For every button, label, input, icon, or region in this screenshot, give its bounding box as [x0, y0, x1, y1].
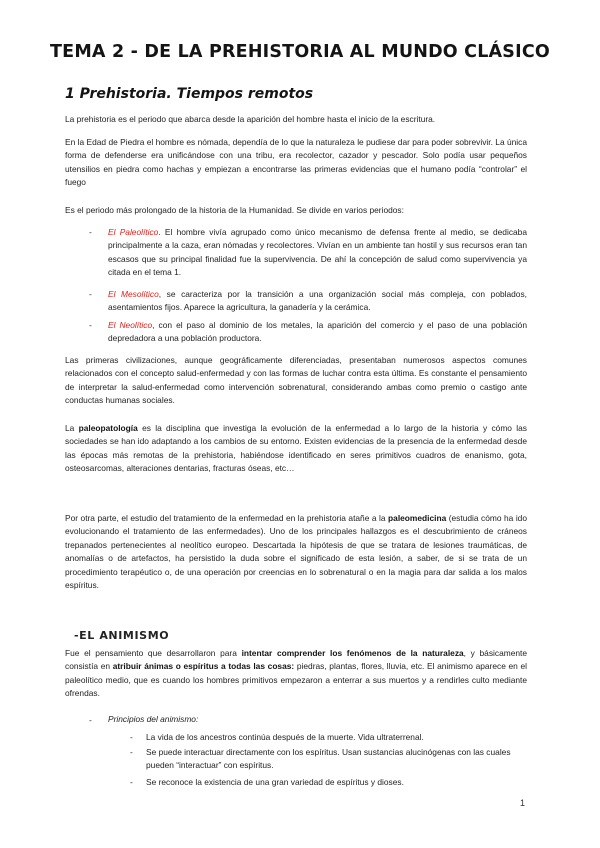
bullet-dash: - — [130, 732, 133, 742]
bullet-dash: - — [89, 320, 92, 330]
period-text: , con el paso al dominio de los metales, la aparición del comercio y el paso de una población depredadora a una población productora. — [108, 320, 527, 344]
page-title: TEMA 2 - DE LA PREHISTORIA AL MUNDO CLÁSICO — [50, 42, 550, 62]
text: es la disciplina que investiga la evolución de la enfermedad a lo largo de la historia y cómo las sociedades se han ido adaptando a los cambios de su entorno. Existen evidencias de la presencia de la enfermedad desde las épocas más remotas de la prehistoria, habiéndose identificado en seres primitivos cuadros de enanismo, gota, osteosarcomas, alteraciones dentarias, fracturas óseas, etc… — [65, 423, 527, 474]
principles-title: Principios del animismo: — [108, 714, 199, 724]
paragraph-paleopatologia — [65, 422, 527, 476]
paragraph-civilizaciones: Las primeras civilizaciones, aunque geográficamente diferenciadas, presentaban numerosos aspectos comunes relacionados con el concepto salud-enfermedad y con las formas de luchar contra esta última. Es constante el pensamiento de interpretar la salud-enfermedad como intervención sobrenatural, considerando ambas como premio o castigo ante conductas humanas sociales. — [65, 355, 527, 406]
text: (estudia cómo ha ido evolucionando el tratamiento de las enfermedades). Uno de los principales hallazgos es el descubrimiento de cráneos trepanados pertenecientes al neolítico europeo. Descartada la hipótesis de que se tratara de lesiones traumáticas, de anomalías o de artefactos, ha persistido la duda sobre el significado de esta lesión, a saber, de si se trata de un procedimiento terapéutico o, de una operación por creencias en lo sobrenatural o en la magia para dar salida a los malos espíritus. — [65, 513, 527, 591]
bullet-dash: - — [130, 777, 133, 787]
emphasis: atribuir ánimas o espíritus a todas las cosas: — [112, 661, 295, 672]
paragraph-edad-de-piedra: En la Edad de Piedra el hombre es nómada, dependía de lo que la naturaleza le pudiese dar para poder sobrevivir. La única forma de defenderse era unificándose con una tribu, era recolector, cazador y pescador. Solo podía usar pequeños utensilios en piedra como hachas y empiezan a encontrarse las primeras evidencias que el humano podía “controlar” el fuego — [65, 137, 527, 188]
period-name: El Mesolítico — [108, 289, 159, 299]
term-paleomedicina: paleomedicina — [388, 513, 447, 523]
principle-item: Se reconoce la existencia de una gran variedad de espíritus y dioses. — [146, 777, 404, 787]
period-name: El Paleolítico — [108, 227, 159, 237]
text: piedras, plantas, flores, lluvia, etc. El animismo aparece en el paleolítico medio, que es cuando los hombres primitivos empezaron a enterrar a sus muertos y a rendirles culto mediante ofrendas. — [65, 661, 527, 699]
bullet-dash: - — [89, 715, 92, 725]
paragraph-paleomedicina — [65, 512, 527, 592]
text: La — [65, 423, 79, 433]
text: , y básicamente consistía en — [65, 648, 528, 672]
bullet-dash: - — [89, 227, 92, 237]
list-item-neolitico — [108, 319, 527, 346]
bullet-dash: - — [130, 747, 133, 757]
text: Principios del animismo — [108, 714, 196, 724]
principle-item: Se puede interactuar directamente con los espíritus. Usan sustancias alucinógenas con las cuales pueden “interactuar” con espíritus. — [146, 747, 511, 771]
paragraph-intro: La prehistoria es el periodo que abarca desde la aparición del hombre hasta el inicio de la escritura. — [65, 114, 436, 124]
period-name: El Neolítico — [108, 320, 153, 330]
list-item-mesolitico — [108, 288, 527, 315]
text: Fue el pensamiento que desarrollaron para — [65, 648, 242, 658]
principle-item: La vida de los ancestros continúa después de la muerte. Vida ultraterrenal. — [146, 732, 424, 742]
emphasis: intentar comprender los fenómenos de la naturaleza — [241, 648, 464, 658]
paragraph-periodos: Es el periodo más prolongado de la historia de la Humanidad. Se divide en varios periodos: — [65, 205, 404, 215]
section-heading-animismo: -EL ANIMISMO — [74, 629, 170, 642]
paragraph-animismo — [65, 647, 527, 701]
period-text: . El hombre vivía agrupado como único mecanismo de defensa frente al medio, se dedicaba principalmente a la caza, eran nómadas y recolectores. Vivían en un ambiente tan hostil y sus recursos eran tan escasos que su principal finalidad fue la supervivencia. De ahí la concepción de salud como supervivencia ya citada en el tema 1. — [108, 227, 527, 278]
page-number: 1 — [520, 798, 526, 808]
section-heading-prehistoria: 1 Prehistoria. Tiempos remotos — [65, 86, 314, 102]
bullet-dash: - — [89, 289, 92, 299]
text: Por otra parte, el estudio del tratamiento de la enfermedad en la prehistoria atañe a la — [65, 513, 389, 523]
term-paleopatologia: paleopatología — [78, 423, 138, 433]
list-item-paleolitico — [108, 226, 527, 280]
period-text: , se caracteriza por la transición a una organización social más compleja, con poblados, asentamientos fijos. Aparece la agricultura, la ganadería y la cerámica. — [108, 289, 527, 313]
